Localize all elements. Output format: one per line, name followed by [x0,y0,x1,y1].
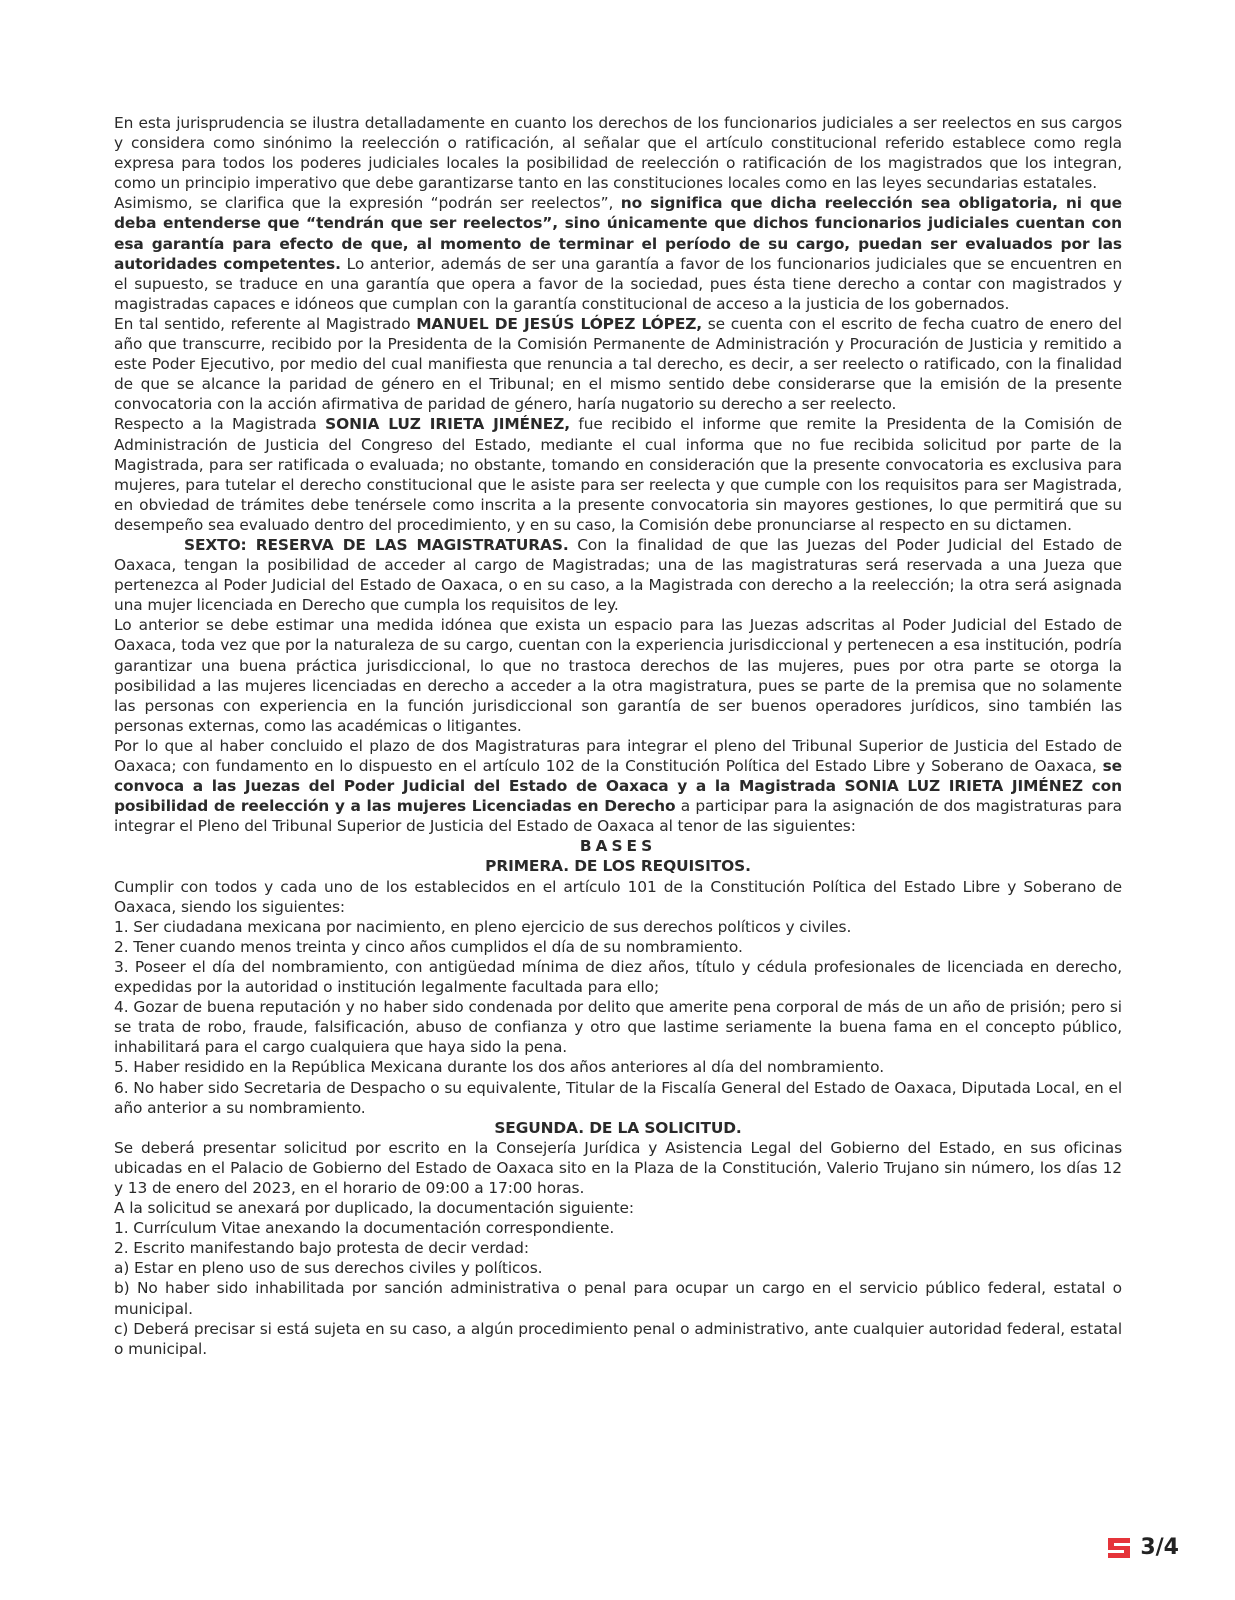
requisito-item: 2. Tener cuando menos treinta y cinco años cumplidos el día de su nombramiento. [114,937,743,956]
anexo-intro: A la solicitud se anexará por duplicado, la documentación siguiente: [114,1199,634,1218]
documento-item: a) Estar en pleno uso de sus derechos civiles y políticos. [114,1259,543,1278]
documento-item: c) Deberá precisar si está sujeta en su caso, a algún procedimiento penal o administrativo, ante cualquier autoridad federal, estatal o municipal. [114,1319,1122,1358]
paragraph-jurisprudencia: En esta jurisprudencia se ilustra detalladamente en cuanto los derechos de los funcionarios judiciales a ser reelectos en sus cargos y considera como sinónimo la reelección o ratificación, al señalar que el artículo constitucional referido establece como regla expresa para todos los poderes judiciales locales la posibilidad de reelección o ratificación de los magistrados que los integran, como un principio imperativo que debe garantizarse tanto en las constituciones locales como en las leyes secundarias estatales. [114,114,1122,193]
requisito-item: 3. Poseer el día del nombramiento, con antigüedad mínima de diez años, título y cédula profesionales de licenciada en derecho, expedidas por la autoridad o institución legalmente facultada para ello; [114,957,1122,997]
bases-heading: BASES [579,837,657,856]
paragraph-reelectos: Asimismo, se clarifica que la expresión “podrán ser reelectos”, no significa que dicha reelección sea obligatoria, ni que deba entenderse que “tendrán que ser reelectos”, sino únicamente que dichos funcionarios judiciales cuentan con esa garantía para efecto de que, al momento de terminar el período de su cargo, puedan ser evaluados por las autoridades competentes. Lo anterior, además de ser una garantía a favor de los funcionarios judiciales que se encuentren en el supuesto, se traduce en una garantía que opera a favor de la sociedad, pues ésta tiene derecho a contar con magistrados y magistradas capaces e idóneos que cumplan con la garantía constitucional de acceso a la justicia de los gobernados. [114,194,1122,313]
documento-item: 2. Escrito manifestando bajo protesta de decir verdad: [114,1239,529,1258]
paragraph-magistrada-irieta: Respecto a la Magistrada SONIA LUZ IRIETA JIMÉNEZ, fue recibido el informe que remite la Presidenta de la Comisión de Administración de Justicia del Congreso del Estado, mediante el cual informa que no fue recibida solicitud por parte de la Magistrada, para ser ratificada o evaluada; no obstante, tomando en consideración que la presente convocatoria es exclusiva para mujeres, para tutelar el derecho constitucional que le asiste para ser reelecta y que cumple con los requisitos para ser Magistrada, en obviedad de trámites debe tenérsele como inscrita a la presente convocatoria sin mayores gestiones, lo que permitirá que su desempeño sea evaluado dentro del procedimiento, y en su caso, la Comisión debe pronunciarse al respecto en su dictamen. [114,415,1122,534]
requisito-item: 1. Ser ciudadana mexicana por nacimiento, en pleno ejercicio de sus derechos políticos y civiles. [114,917,852,936]
document-body [114,113,1122,1359]
page-footer [1106,1535,1179,1560]
primera-intro: Cumplir con todos y cada uno de los establecidos en el artículo 101 de la Constitución Política del Estado Libre y Soberano de Oaxaca, siendo los siguientes: [114,877,1122,916]
paragraph-sexto-reserva: SEXTO: RESERVA DE LAS MAGISTRATURAS. Con la finalidad de que las Juezas del Poder Judicial del Estado de Oaxaca, tengan la posibilidad de acceder al cargo de Magistradas; una de las magistraturas será reservada a una Jueza que pertenezca al Poder Judicial del Estado de Oaxaca, o en su caso, a la Magistrada con derecho a la reelección; la otra será asignada una mujer licenciada en Derecho que cumpla los requisitos de ley. [114,535,1122,615]
primera-heading: PRIMERA. DE LOS REQUISITOS. [485,857,751,876]
segunda-intro: Se deberá presentar solicitud por escrito en la Consejería Jurídica y Asistencia Legal del Gobierno del Estado, en sus oficinas ubicadas en el Palacio de Gobierno del Estado de Oaxaca sito en la Plaza de la Constitución, Valerio Trujano sin número, los días 12 y 13 de enero del 2023, en el horario de 09:00 a 17:00 horas. [114,1138,1122,1197]
documento-item: 1. Currículum Vitae anexando la documentación correspondiente. [114,1219,615,1238]
requisito-item: 5. Haber residido en la República Mexicana durante los dos años anteriores al día del nombramiento. [114,1058,885,1077]
documento-item: b) No haber sido inhabilitada por sanción administrativa o penal para ocupar un cargo en el servicio público federal, estatal o municipal. [114,1279,1122,1318]
segunda-heading: SEGUNDA. DE LA SOLICITUD. [494,1118,742,1137]
paragraph-medida-idonea: Lo anterior se debe estimar una medida idónea que exista un espacio para las Juezas adscritas al Poder Judicial del Estado de Oaxaca, toda vez que por la naturaleza de su cargo, cuentan con la experiencia jurisdiccional y pertenecen a esa institución, podría garantizar una buena práctica jurisdiccional, lo que no trastoca derechos de las mujeres, pues por otra parte se otorga la posibilidad a las mujeres licenciadas en derecho a acceder a la otra magistratura, pues se parte de la premisa que no solamente las personas con experiencia en la función jurisdiccional son garantía de ser buenos operadores jurídicos, sino también las personas externas, como las académicas o litigantes. [114,616,1122,735]
requisito-item: 4. Gozar de buena reputación y no haber sido condenada por delito que amerite pena corporal de más de un año de prisión; pero si se trata de robo, fraude, falsificación, abuso de confianza y otro que lastime seriamente la buena fama en el concepto público, inhabilitará para el cargo cualquiera que haya sido la pena. [114,998,1122,1057]
page-number: 3/4 [1140,1535,1179,1560]
paragraph-convocatoria: Por lo que al haber concluido el plazo de dos Magistraturas para integrar el pleno del Tribunal Superior de Justicia del Estado de Oaxaca; con fundamento en lo dispuesto en el artículo 102 de la Constitución Política del Estado Libre y Soberano de Oaxaca, se convoca a las Juezas del Poder Judicial del Estado de Oaxaca y a la Magistrada SONIA LUZ IRIETA JIMÉNEZ con posibilidad de reelección y a las mujeres Licenciadas en Derecho a participar para la asignación de dos magistraturas para integrar el Pleno del Tribunal Superior de Justicia del Estado de Oaxaca al tenor de las siguientes: [114,736,1122,836]
requisito-item: 6. No haber sido Secretaria de Despacho o su equivalente, Titular de la Fiscalía General del Estado de Oaxaca, Diputada Local, en el año anterior a su nombramiento. [114,1078,1122,1117]
paragraph-magistrado-lopez: En tal sentido, referente al Magistrado MANUEL DE JESÚS LÓPEZ LÓPEZ, se cuenta con el escrito de fecha cuatro de enero del año que transcurre, recibido por la Presidenta de la Comisión Permanente de Administración y Procuración de Justicia y remitido a este Poder Ejecutivo, por medio del cual manifiesta que renuncia a tal derecho, es decir, a ser reelecto o ratificado, con la finalidad de que se alcance la paridad de género en el Tribunal; en el mismo sentido debe considerarse que la emisión de la presente convocatoria con la acción afirmativa de paridad de género, haría nugatorio su derecho a ser reelecto. [114,314,1122,414]
red-logo-icon [1106,1536,1132,1560]
